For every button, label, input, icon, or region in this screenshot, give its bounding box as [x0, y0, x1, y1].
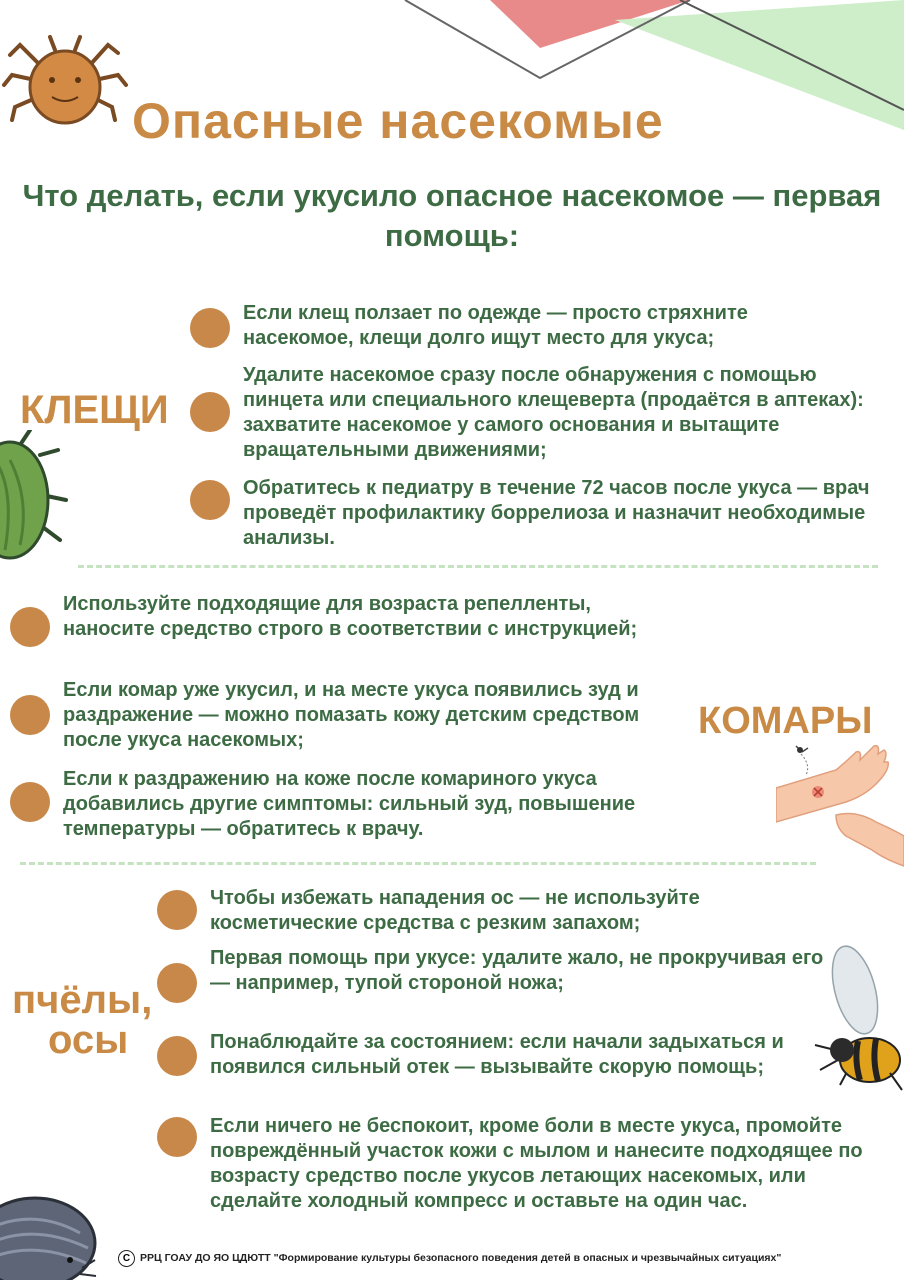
mosquitoes-item-2: Если комар уже укусил, и на месте укуса появились зуд и раздражение — можно помазать кожу детским средством после укуса насекомых; — [63, 679, 640, 751]
bullet-icon — [10, 782, 50, 822]
section-divider — [20, 862, 816, 865]
ticks-item-2: Удалите насекомое сразу после обнаружения с помощью пинцета или специального клещеверта (продаётся в аптеках): захватите насекомое у самого основания и вытащите вращательными движениями; — [243, 364, 864, 461]
copyright-icon: C — [118, 1250, 135, 1267]
beetle-icon — [0, 430, 70, 560]
bullet-icon — [190, 392, 230, 432]
bullet-icon — [10, 607, 50, 647]
mosquitoes-item-3: Если к раздражению на коже после комариного укуса добавились другие симптомы: сильный зуд, повышение температуры — обратитесь к врачу. — [63, 768, 636, 840]
bees-item-3: Понаблюдайте за состоянием: если начали задыхаться и появился сильный отек — вызывайте скорую помощь; — [210, 1031, 784, 1078]
bees-label-line1: пчёлы, — [12, 978, 153, 1022]
page-title: Опасные насекомые — [132, 93, 664, 149]
page-subtitle: Что делать, если укусило опасное насекомое — первая помощь: — [22, 178, 882, 253]
ticks-item-3: Обратитесь к педиатру в течение 72 часов после укуса — врач проведёт профилактику боррелиоза и назначит необходимые анализы. — [243, 477, 870, 549]
bullet-icon — [10, 695, 50, 735]
mosquitoes-item-1: Используйте подходящие для возраста репелленты, наносите средство строго в соответствии с инструкцией; — [63, 593, 638, 640]
ticks-item-1: Если клещ ползает по одежде — просто стряхните насекомое, клещи долго ищут место для укуса; — [243, 302, 748, 349]
bees-item-1: Чтобы избежать нападения ос — не используйте косметические средства с резким запахом; — [210, 887, 700, 934]
bullet-icon — [157, 1036, 197, 1076]
bees-item-2: Первая помощь при укусе: удалите жало, не прокручивая его — например, тупой стороной ножа; — [210, 947, 824, 994]
footer-text: РРЦ ГОАУ ДО ЯО ЦДЮТТ "Формирование культуры безопасного поведения детей в опасных и чрезвычайных ситуациях" — [140, 1252, 782, 1264]
mosquito-bite-hand-icon — [776, 740, 904, 870]
bees-item-4: Если ничего не беспокоит, кроме боли в месте укуса, промойте повреждённый участок кожи с мылом и нанесите подходящее по возрасту средство после укусов летающих насекомых, или сделайте холодный компресс и оставьте на один час. — [210, 1115, 863, 1212]
bullet-icon — [190, 308, 230, 348]
bullet-icon — [190, 480, 230, 520]
mosquitoes-label: КОМАРЫ — [698, 700, 873, 742]
bullet-icon — [157, 1117, 197, 1157]
bee-icon — [810, 945, 904, 1105]
bees-label-line2: осы — [48, 1018, 129, 1062]
bullet-icon — [157, 890, 197, 930]
ticks-label: КЛЕЩИ — [20, 388, 169, 432]
woodlouse-icon — [0, 1188, 100, 1280]
bullet-icon — [157, 963, 197, 1003]
tick-icon — [0, 25, 130, 135]
section-divider — [78, 565, 878, 568]
